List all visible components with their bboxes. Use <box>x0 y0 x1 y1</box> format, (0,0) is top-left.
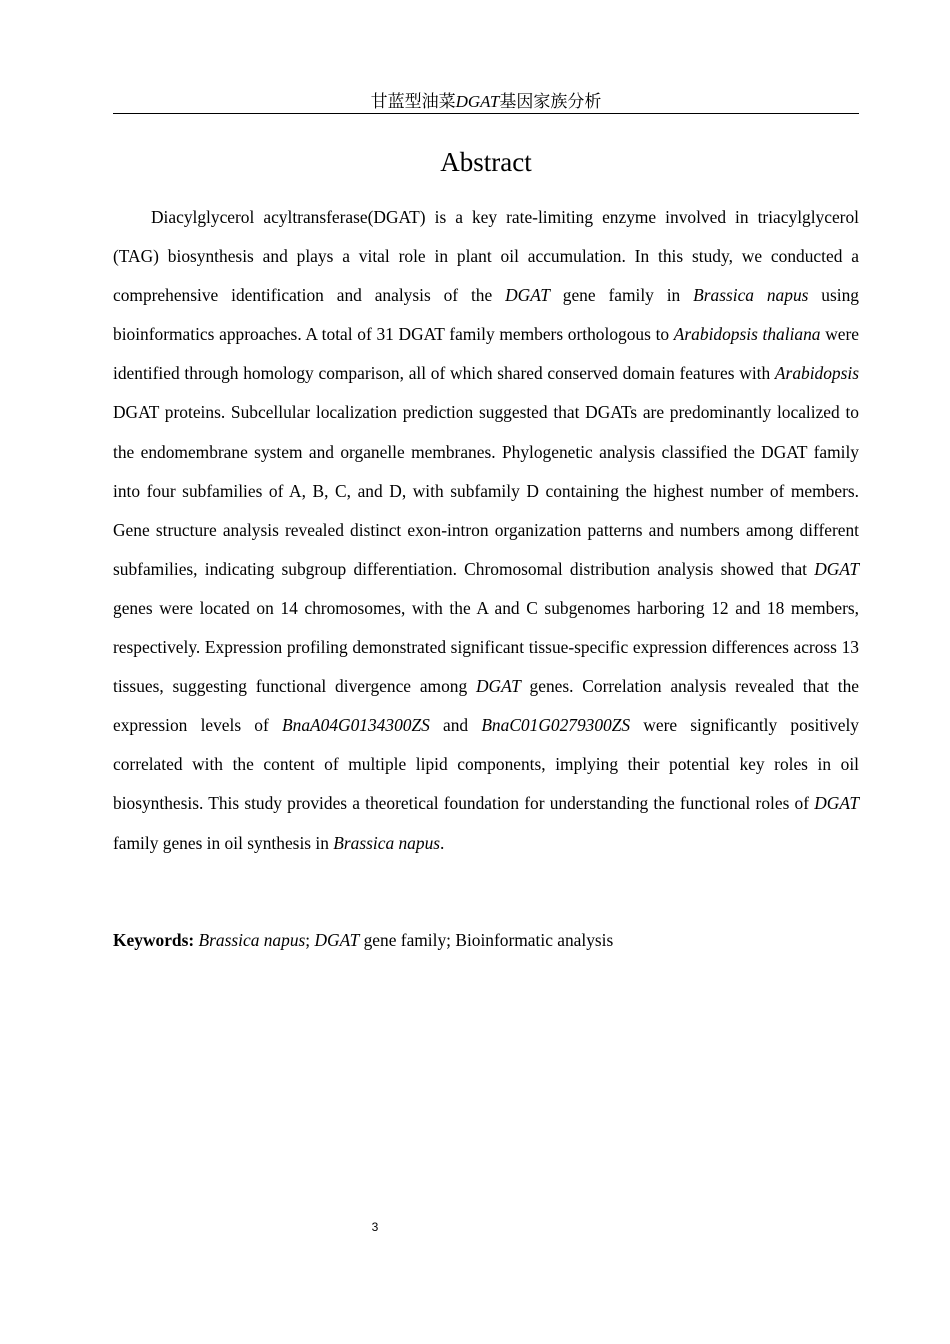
page-number: 3 <box>371 1220 379 1234</box>
abstract-title: Abstract <box>440 147 532 177</box>
abstract-text: and <box>429 715 482 736</box>
abstract-italic-text: Arabidopsis thaliana <box>673 324 821 345</box>
keywords-label: Keywords: <box>113 930 195 950</box>
keywords-line <box>113 926 859 954</box>
abstract-italic-text: Brassica napus <box>333 832 441 853</box>
abstract-text: genes were located on 14 chromosomes, with the A and C subgenomes harboring 12 and 18 members, respectively. Expression profiling demonstrated significant tissue-specific expression differences across 13 tissues, suggesting functional divergence among <box>113 597 859 697</box>
header-text-italic: DGAT <box>455 92 500 111</box>
abstract-text: DGAT proteins. Subcellular localization prediction suggested that DGATs are predominantly localized to the endomembrane system and organelle membranes. Phylogenetic analysis classified the DGAT family into four subfamilies of A, B, C, and D, with subfamily D containing the highest number of members. Gene structure analysis revealed distinct exon-intron organization patterns and numbers among different subfamilies, indicating subgroup differentiation. Chromosomal distribution analysis showed that <box>113 402 859 579</box>
abstract-italic-text: DGAT <box>814 793 859 814</box>
abstract-text: genes. Correlation analysis revealed that the expression levels of <box>113 676 859 736</box>
abstract-italic-text: BnaC01G0279300ZS <box>481 715 631 736</box>
abstract-text: were significantly positively correlated with the content of multiple lipid components, implying their potential key roles in oil biosynthesis. This study provides a theoretical foundation for understanding the functional roles of <box>113 715 859 814</box>
abstract-text: were identified through homology comparison, all of which shared conserved domain features with <box>113 324 859 384</box>
keyword-separator: ; <box>305 930 315 950</box>
keyword-rest: gene family; Bioinformatic analysis <box>359 930 614 950</box>
abstract-text: using bioinformatics approaches. A total of 31 DGAT family members orthologous to <box>113 285 859 345</box>
abstract-italic-text: BnaA04G0134300ZS <box>282 715 430 736</box>
abstract-paragraph <box>113 198 859 863</box>
running-header <box>113 90 859 114</box>
abstract-text: Diacylglycerol acyltransferase(DGAT) is a key rate-limiting enzyme involved in triacylglycerol (TAG) biosynthesis and plays a vital role in plant oil accumulation. In this study, we conducted a comprehensive identification and analysis of the <box>113 207 859 306</box>
abstract-italic-text: DGAT <box>505 285 550 306</box>
keyword-item: DGAT <box>314 930 360 950</box>
abstract-text: gene family in <box>549 285 694 306</box>
abstract-italic-text: Brassica napus <box>693 285 809 306</box>
abstract-text: . <box>440 832 445 853</box>
abstract-italic-text: DGAT <box>814 558 859 579</box>
keyword-item: Brassica napus <box>198 930 306 950</box>
abstract-italic-text: DGAT <box>475 676 521 697</box>
header-text-suffix: 基因家族分析 <box>499 92 602 111</box>
abstract-italic-text: Arabidopsis <box>774 363 859 384</box>
header-text-prefix: 甘蓝型油菜 <box>370 92 456 111</box>
abstract-text: family genes in oil synthesis in <box>113 832 334 853</box>
